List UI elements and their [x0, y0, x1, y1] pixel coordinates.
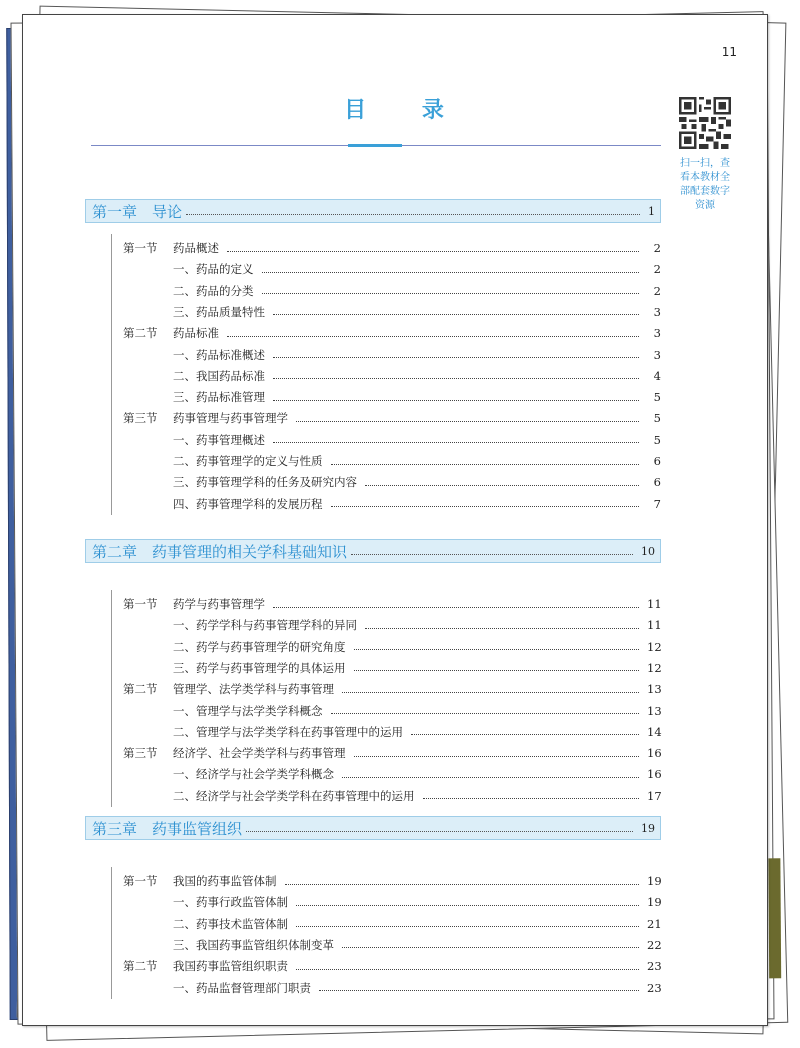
leader-dots	[273, 378, 639, 379]
chapter-title: 第一章 导论	[92, 202, 183, 221]
entry-page-number: 23	[647, 959, 662, 974]
toc-subsection-entry[interactable]	[173, 281, 661, 301]
section-number: 第三节	[123, 746, 158, 761]
entry-page-number: 11	[647, 618, 662, 633]
entry-page-number: 14	[647, 724, 662, 739]
leader-dots	[342, 692, 639, 693]
entry-page-number: 2	[653, 283, 661, 298]
leader-dots	[273, 400, 639, 401]
leader-dots	[365, 628, 639, 629]
section-number: 第二节	[123, 959, 158, 974]
entry-title: 药品标准	[173, 326, 219, 341]
entry-title: 二、药事技术监管体制	[173, 916, 288, 931]
entry-page-number: 7	[653, 496, 661, 511]
entry-title: 三、药事管理学科的任务及研究内容	[173, 475, 357, 490]
entry-page-number: 6	[653, 475, 661, 490]
leader-dots	[296, 926, 639, 927]
leader-dots	[262, 293, 640, 294]
qr-caption-line: 看本教材全	[680, 172, 730, 183]
leader-dots	[319, 990, 639, 991]
section-number: 第三节	[123, 411, 158, 426]
toc-section-entry[interactable]	[123, 679, 661, 699]
entry-title: 二、我国药品标准	[173, 368, 265, 383]
leader-dots	[273, 314, 639, 315]
leader-dots	[411, 734, 639, 735]
toc-subsection-entry[interactable]	[173, 892, 661, 912]
chapter-title: 第三章 药事监管组织	[92, 819, 243, 838]
toc-section-entry[interactable]	[123, 956, 661, 976]
toc-subsection-entry[interactable]	[173, 978, 661, 998]
entry-title: 我国药事监管组织职责	[173, 959, 288, 974]
entry-title: 一、经济学与社会学类学科概念	[173, 767, 334, 782]
leader-dots	[186, 214, 640, 215]
entry-page-number: 6	[653, 454, 661, 468]
entry-page-number: 2	[653, 241, 661, 255]
section-number: 第一节	[123, 241, 158, 255]
entry-page-number: 12	[647, 660, 662, 675]
leader-dots	[365, 485, 639, 486]
qr-caption-line: 资源	[695, 200, 715, 211]
chapter-title: 第二章 药事管理的相关学科基础知识	[92, 542, 348, 561]
leader-dots	[342, 947, 639, 948]
entry-page-number: 22	[647, 937, 662, 952]
leader-dots	[227, 251, 639, 252]
entry-title: 药学与药事管理学	[173, 597, 265, 611]
toc-subsection-entry[interactable]	[173, 302, 661, 322]
entry-title: 一、药事管理概述	[173, 432, 265, 447]
entry-page-number: 13	[647, 682, 662, 697]
toc-subsection-entry[interactable]	[173, 658, 661, 678]
toc-subsection-entry[interactable]	[173, 345, 661, 365]
section-rule	[111, 867, 112, 999]
entry-title: 药事管理与药事管理学	[173, 411, 288, 426]
toc-subsection-entry[interactable]	[173, 472, 661, 492]
entry-title: 二、管理学与法学类学科在药事管理中的运用	[173, 724, 403, 739]
entry-page-number: 5	[653, 411, 661, 426]
leader-dots	[262, 272, 640, 273]
entry-page-number: 5	[653, 390, 661, 405]
page-number: 11	[721, 45, 737, 59]
section-rule	[111, 590, 112, 807]
entry-title: 二、药事管理学的定义与性质	[173, 454, 323, 468]
qr-code-icon[interactable]	[679, 97, 731, 149]
title-divider-accent	[348, 144, 402, 147]
entry-page-number: 21	[647, 916, 662, 931]
entry-title: 三、药品质量特性	[173, 304, 265, 319]
toc-subsection-entry[interactable]	[173, 914, 661, 934]
leader-dots	[423, 798, 640, 799]
toc-subsection-entry[interactable]	[173, 494, 661, 514]
leader-dots	[227, 336, 639, 337]
entry-title: 二、药品的分类	[173, 283, 254, 298]
toc-subsection-entry[interactable]	[173, 637, 661, 657]
qr-caption	[673, 157, 737, 213]
toc-section-entry[interactable]	[123, 594, 661, 614]
toc-subsection-entry[interactable]	[173, 935, 661, 955]
leader-dots	[354, 756, 640, 757]
toc-section-entry[interactable]	[123, 238, 661, 258]
entry-page-number: 5	[653, 432, 661, 447]
entry-title: 二、药学与药事管理学的研究角度	[173, 639, 346, 654]
entry-page-number: 3	[653, 304, 661, 319]
toc-subsection-entry[interactable]	[173, 764, 661, 784]
toc-subsection-entry[interactable]	[173, 430, 661, 450]
chapter-page-number: 10	[641, 544, 655, 558]
section-number: 第二节	[123, 682, 158, 697]
entry-page-number: 13	[647, 703, 662, 718]
toc-subsection-entry[interactable]	[173, 615, 661, 635]
entry-page-number: 19	[647, 874, 662, 888]
chapter-page-number: 19	[641, 821, 655, 835]
toc-section-entry[interactable]	[123, 871, 661, 891]
entry-title: 药品概述	[173, 241, 219, 255]
section-rule	[111, 234, 112, 515]
section-number: 第二节	[123, 326, 158, 341]
entry-title: 一、药事行政监管体制	[173, 895, 288, 910]
leader-dots	[296, 969, 639, 970]
leader-dots	[342, 777, 639, 778]
section-number: 第一节	[123, 874, 158, 888]
toc-subsection-entry[interactable]	[173, 451, 661, 471]
entry-title: 一、管理学与法学类学科概念	[173, 703, 323, 718]
entry-title: 二、经济学与社会学类学科在药事管理中的运用	[173, 788, 415, 803]
toc-subsection-entry[interactable]	[173, 786, 661, 806]
entry-title: 三、药品标准管理	[173, 390, 265, 405]
entry-page-number: 19	[647, 895, 662, 910]
entry-title: 三、药学与药事管理学的具体运用	[173, 660, 346, 675]
entry-title: 一、药品标准概述	[173, 347, 265, 362]
leader-dots	[273, 607, 639, 608]
leader-dots	[296, 421, 639, 422]
entry-title: 一、药品监督管理部门职责	[173, 980, 311, 995]
leader-dots	[331, 713, 640, 714]
leader-dots	[285, 884, 640, 885]
leader-dots	[246, 831, 633, 832]
leader-dots	[354, 649, 640, 650]
chapter-heading[interactable]	[85, 539, 661, 563]
entry-page-number: 17	[647, 788, 662, 803]
entry-title: 我国的药事监管体制	[173, 874, 277, 888]
toc-subsection-entry[interactable]	[173, 722, 661, 742]
entry-page-number: 16	[647, 746, 662, 761]
leader-dots	[331, 464, 640, 465]
leader-dots	[273, 442, 639, 443]
entry-page-number: 23	[647, 980, 662, 995]
entry-page-number: 12	[647, 639, 662, 654]
leader-dots	[354, 670, 640, 671]
leader-dots	[273, 357, 639, 358]
toc-subsection-entry[interactable]	[173, 701, 661, 721]
entry-title: 经济学、社会学类学科与药事管理	[173, 746, 346, 761]
toc-section-entry[interactable]	[123, 323, 661, 343]
entry-page-number: 3	[653, 326, 661, 341]
leader-dots	[296, 905, 639, 906]
entry-title: 一、药学学科与药事管理学科的异同	[173, 618, 357, 633]
toc-subsection-entry[interactable]	[173, 387, 661, 407]
toc-page	[22, 14, 768, 1026]
qr-caption-line: 扫一扫，查	[680, 158, 730, 169]
toc-subsection-entry[interactable]	[173, 259, 661, 279]
page-title: 目 录	[344, 98, 468, 123]
entry-title: 一、药品的定义	[173, 262, 254, 277]
toc-section-entry[interactable]	[123, 743, 661, 763]
entry-title: 三、我国药事监管组织体制变革	[173, 937, 334, 952]
chapter-page-number: 1	[648, 204, 655, 218]
leader-dots	[331, 506, 640, 507]
chapter-heading[interactable]	[85, 199, 661, 223]
toc-section-entry[interactable]	[123, 408, 661, 428]
chapter-heading[interactable]	[85, 816, 661, 840]
entry-page-number: 2	[653, 262, 661, 277]
leader-dots	[351, 554, 633, 555]
entry-title: 四、药事管理学科的发展历程	[173, 496, 323, 511]
toc-subsection-entry[interactable]	[173, 366, 661, 386]
entry-title: 管理学、法学类学科与药事管理	[173, 682, 334, 697]
entry-page-number: 3	[653, 347, 661, 362]
entry-page-number: 4	[653, 368, 661, 383]
section-number: 第一节	[123, 597, 158, 611]
qr-caption-line: 部配套数字	[680, 186, 730, 197]
entry-page-number: 16	[647, 767, 662, 782]
entry-page-number: 11	[647, 597, 662, 611]
